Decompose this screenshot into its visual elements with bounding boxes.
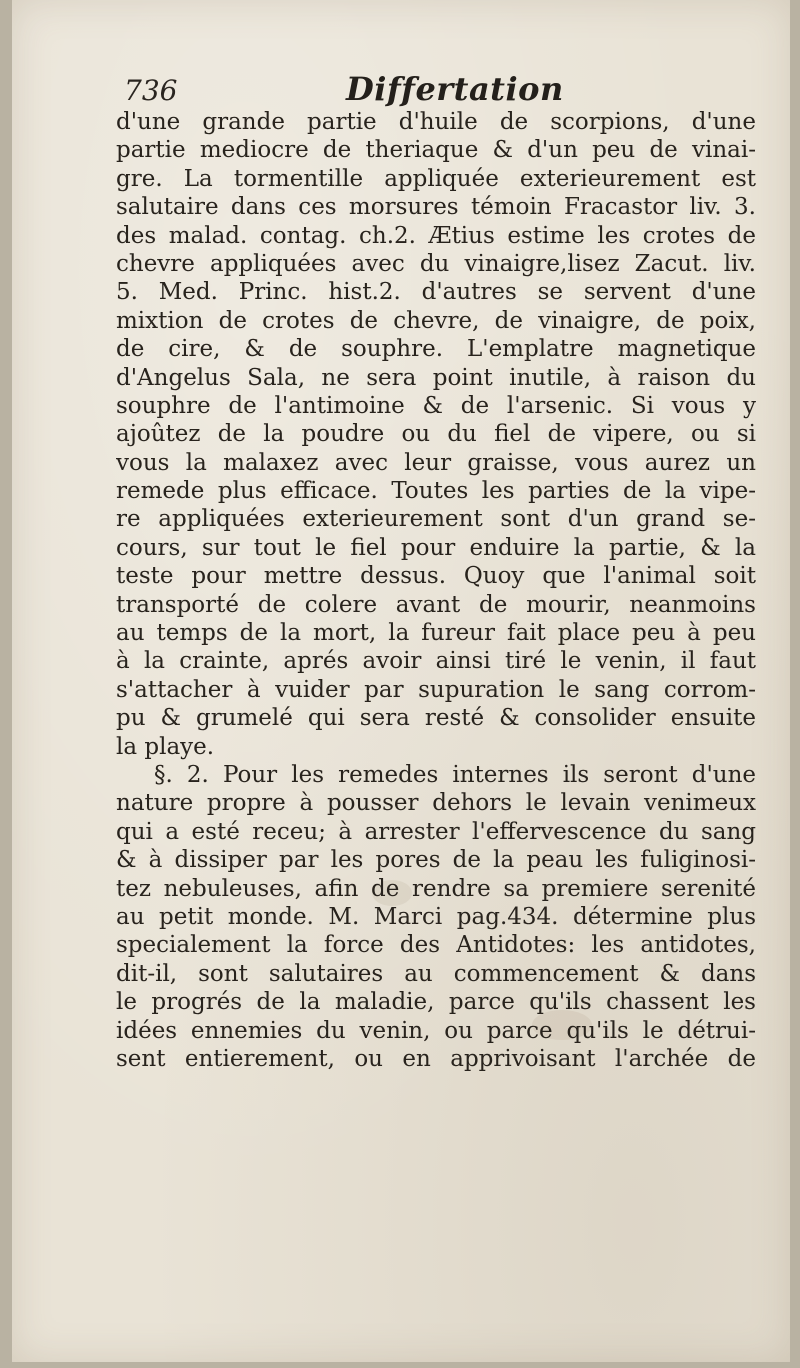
page-number: 736 bbox=[124, 74, 178, 107]
text-line: remede plus efficace. Toutes les parties de la vipe- bbox=[116, 478, 756, 505]
text-line: le progrés de la maladie, parce qu'ils chassent les bbox=[116, 989, 756, 1016]
text-line: tez nebuleuses, afin de rendre sa premiere serenité bbox=[116, 875, 756, 902]
text-line: pu & grumelé qui sera resté & consolider ensuite bbox=[116, 705, 756, 732]
text-line: salutaire dans ces morsures témoin Fracastor liv. 3. bbox=[116, 194, 756, 221]
text-line: à la crainte, aprés avoir ainsi tiré le venin, il faut bbox=[116, 648, 756, 675]
text-line: partie mediocre de theriaque & d'un peu de vinai- bbox=[116, 137, 756, 164]
book-page bbox=[12, 0, 790, 1362]
body-text bbox=[116, 108, 756, 1073]
text-line: cours, sur tout le fiel pour enduire la partie, & la bbox=[116, 534, 756, 561]
text-line: la playe. bbox=[116, 733, 215, 760]
text-line: vous la malaxez avec leur graisse, vous aurez un bbox=[116, 449, 756, 476]
text-line: d'une grande partie d'huile de scorpions, d'une bbox=[116, 109, 756, 135]
text-line: au temps de la mort, la fureur fait place peu à peu bbox=[116, 620, 756, 647]
text-line: & à dissiper par les pores de la peau les fuliginosi- bbox=[116, 847, 756, 874]
text-line: teste pour mettre dessus. Quoy que l'animal soit bbox=[116, 563, 756, 590]
text-line: qui a esté receu; à arrester l'effervescence du sang bbox=[116, 818, 756, 845]
text-line: gre. La tormentille appliquée exterieurement est bbox=[116, 165, 756, 192]
text-line: nature propre à pousser dehors le levain venimeux bbox=[116, 790, 756, 817]
text-line: 5. Med. Princ. hist.2. d'autres se servent d'une bbox=[116, 279, 756, 306]
text-line: s'attacher à vuider par supuration le sang corrom- bbox=[116, 676, 756, 703]
text-line: de cire, & de souphre. L'emplatre magnetique bbox=[116, 336, 756, 363]
text-line: re appliquées exterieurement sont d'un grand se- bbox=[116, 506, 756, 533]
text-line: ajoûtez de la poudre ou du fiel de vipere, ou si bbox=[116, 421, 756, 448]
text-line: souphre de l'antimoine & de l'arsenic. Si vous y bbox=[116, 392, 756, 419]
text-line: mixtion de crotes de chevre, de vinaigre, de poix, bbox=[116, 307, 756, 334]
text-line: des malad. contag. ch.2. Ætius estime les crotes de bbox=[116, 222, 756, 249]
text-line: transporté de colere avant de mourir, neanmoins bbox=[116, 591, 756, 618]
text-line: sent entierement, ou en apprivoisant l'archée de bbox=[116, 1045, 756, 1072]
text-line: chevre appliquées avec du vinaigre,lisez Zacut. liv. bbox=[116, 250, 756, 277]
text-line: au petit monde. M. Marci pag.434. détermine plus bbox=[116, 903, 756, 930]
running-title: Differtation bbox=[346, 70, 564, 108]
text-line: d'Angelus Sala, ne sera point inutile, à raison du bbox=[116, 364, 756, 391]
section-start-line: §. 2. Pour les remedes internes ils seront d'une bbox=[154, 761, 756, 788]
text-line: idées ennemies du venin, ou parce qu'ils le détrui- bbox=[116, 1017, 756, 1044]
text-line: specialement la force des Antidotes: les antidotes, bbox=[116, 932, 756, 959]
text-line: dit-il, sont salutaires au commencement & dans bbox=[116, 960, 756, 987]
